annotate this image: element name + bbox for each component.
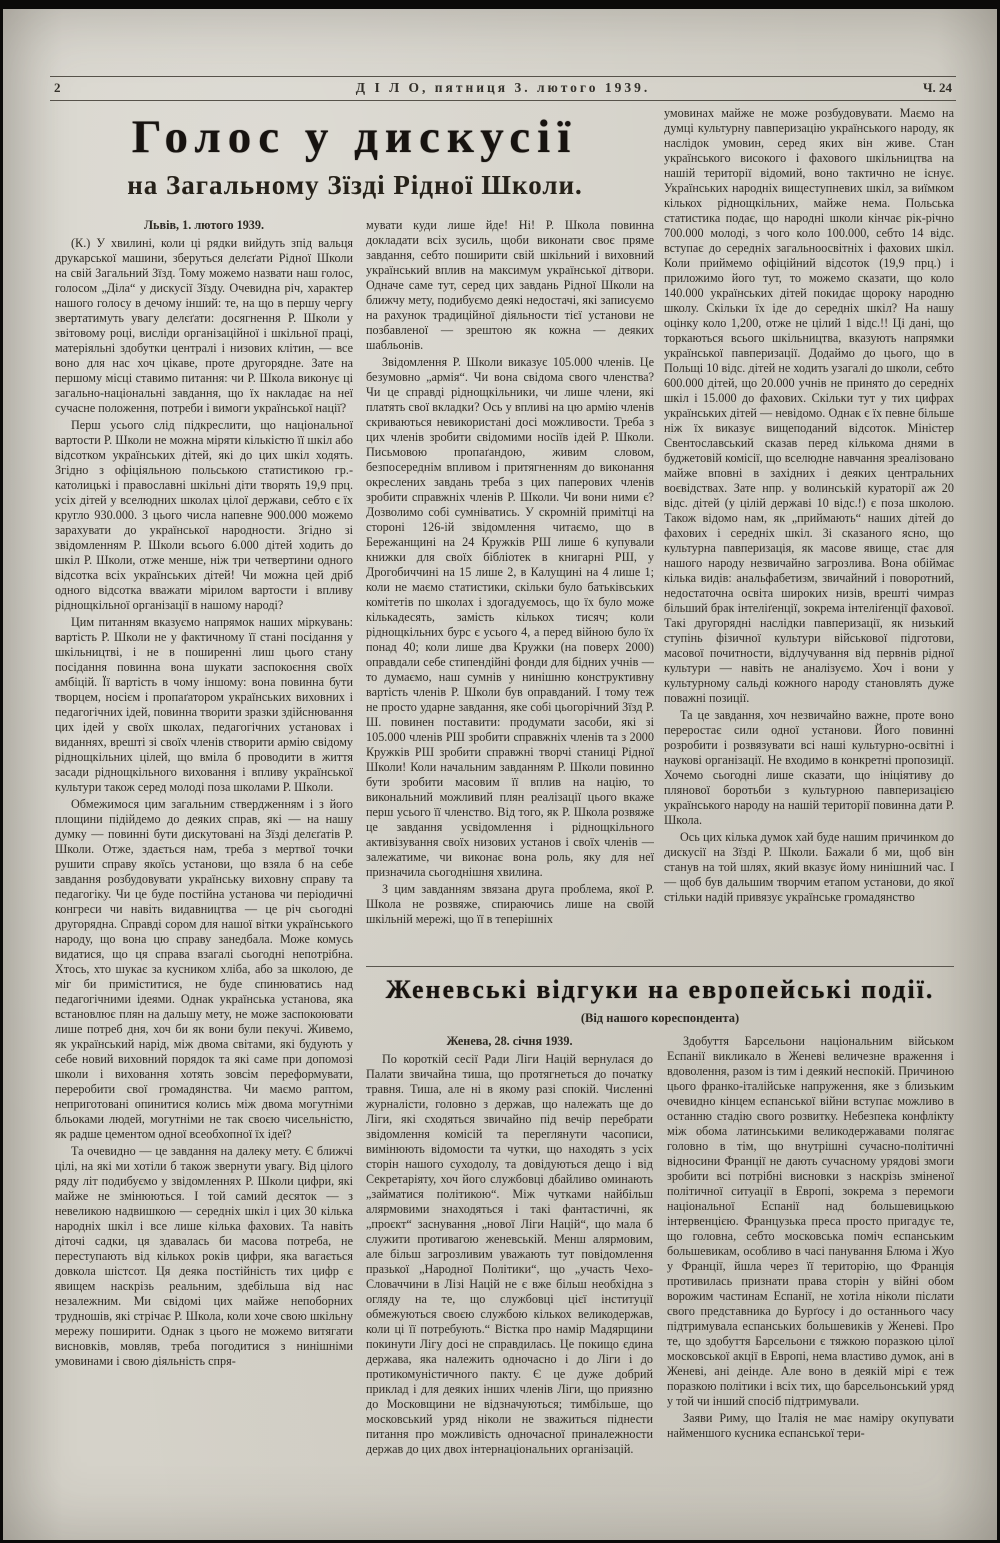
article1-paragraph: Та очевидно — це завдання на далеку мету. Є ближчі цілі, на які ми хотіли б також звернути увагу. Від цілого ряду літ подибуємо у звідомленнях Р. Школи цифри, які майже не змінюються. І той самий десяток — з невеликою надвишкою — середніх шкіл і цих 30 кілька народніх шкіл і все лише кілька фахових. Та навіть діточі садки, ця здавалась би масова потреба, не переступають від кількох років цифри, яка вагається довкола шістсот. Ця деяка постійність тих цифр є явищем наскрізь реальним, здебільша від нас незалежним. Ми свідомі цих майже непоборних трудношів, які стрічає Р. Школа, коли хоче свою шкільну мережу поширити. Однак з цього не можемо витягати висновків, мовляв, треба погодитися з нинішніми умовинами і свою діяльність спря-	[55, 1144, 353, 1368]
article1-paragraph: Обмежимося цим загальним ствердженням і з його площини підійдемо до деяких справ, які — на нашу думку — повинні бути дискутовані на Зїзді делєґатів Р. Школи. Отже, здається нам, треба з мертвої точки рушити справу якоїсь установи, що взяла б на себе завдання розбудовувати українську виховну справу та педагогіку. Чи це буде постійна установа чи періодичні конгреси чи навіть видавництва — це річ сьогодні другорядна. Справді сором для нашої вітки українського народу, що вона цю справу занедбала. Може комусь видатися, що ця справа взагалі сьогодні непотрібна. Хтось, хто шукає за кусником хліба, або за школою, де міг би приміститися, не буде спинюватись над педагогічними ідеями. Однак українська установа, яка встановлює плян на дальшу мету, не може заспокоювати лише потреб дня, хоч би як вони були пекучі. Живемо, як український нарід, між двома світами, які будують у себе новий виховний порядок та які саме при допомозі школи і виховання хотять зовсім переформувати, переробити свої громадянства. Чи маємо раптом, неприготовані опинитися колись між двома могутніми бльоками людей, могутніми не так своєю чисельністю, як радше цементом одної всеобхопної їх ідеї?	[55, 797, 353, 1141]
article2-column-left	[366, 1034, 653, 1486]
page-header	[50, 76, 956, 101]
article1-column-2	[366, 218, 654, 962]
article1-column-3	[664, 106, 954, 962]
article2-paragraph: Здобуття Барсельони національним військом Еспанії викликало в Женеві величезне враження і вдоволення, разом із тим і деякий неспокій. Причиною цього франко-італійське напруження, яке з близьким очевидно кінцем еспанської війни вступає можливо в останню стадію свого розвитку. Небезпека конфлікту між обома латинськими великодержавами полягає головно в тім, що внутрішні сучасно-політичні відносини Франції не дають сучасному урядові змоги зробити всі потрібні висновки з наскрізь зміненої політичної ситуації в Европі, зокрема з перемоги національної Еспанії над большевицькою інтервенцією. Французька преса просто пригадує те, що головна, себто московська поміч еспанським большевикам, особливо в часі панування Блюма і Жуо у Франції, йшла через її територію, що Франція противилась признати права сторін у війні обом ворожим частинам Еспанії, не хотіла ніколи післати свого представника до Бурґосу і до останнього часу підтримувала еспанських большевиків у Женеві. Про те, що здобуття Барсельони є тяжкою поразкою цілої московської акції в Европі, нема властиво думок, ані в Женеві, ані деінде. Але воно в деякій мірі є теж поразкою політики і всіх тих, що барсельонський уряд у той чи інший спосіб підтримували.	[667, 1034, 954, 1408]
article1-column-1	[55, 218, 353, 1514]
article2-columns	[366, 1034, 954, 1486]
article2	[366, 966, 954, 1520]
article2-headline: Женевські відгуки на европейські події.	[385, 975, 935, 1004]
article2-byline: (Від нашого кореспондента)	[580, 1011, 740, 1025]
masthead: Д І Л О, пятниця 3. лютого 1939.	[355, 80, 651, 95]
article1-subheadline: на Загальному Зїзді Рідної Школи.	[127, 170, 583, 200]
article1-paragraph: Та це завдання, хоч незвичайно важне, проте воно переростає сили одної установи. Його повинні розробити і розвязувати всі наші культурно-освітні і наукові організації. Не входимо в конкретні пропозиції. Хочемо сьогодні лише сказати, що ініціятиву до плянової боротьби з культурною павперизацією українського народу на нашій території повинна дати Р. Школа.	[664, 708, 954, 827]
issue-number: Ч. 24	[922, 80, 952, 95]
article1-dateline: Львів, 1. лютого 1939.	[143, 218, 265, 232]
article2-column-right	[667, 1034, 954, 1486]
article2-dateline: Женева, 28. січня 1939.	[446, 1034, 573, 1048]
article1-paragraph: Цим питанням вказуємо напрямок наших міркувань: вартість Р. Школи не у фактичному її стані посідання у шкільництві, і не в поширенні лиш цього стану посідання повинна вона шукати заспокоєння своїх амбіцій. Її вартість в чому іншому: вона повинна бути творцем, носієм і пропаґатором українських виховних і педагогічних ідей, повинна творити зразки здійснювання цих ідей у своїх школах, педагогічних установах і виданнях, врешті зі своїх членів створити армію свідому ріднощкільних цілей, що вміла б проводити в життя засади ріднощкільного виховання і впливу української культури також серед молоді поза школами Р. Школи.	[55, 615, 353, 794]
article1-paragraph: Звідомлення Р. Школи виказує 105.000 членів. Це безумовно „армія“. Чи вона свідома свого членства? Чи це справді ріднощкільники, чи лише члени, які платять свої вкладки? Ось у впливі на цю армію членів скриваються невикористані досі можливости. Треба з цих членів зробити свідомими носіїв ідей Р. Школи. Письмовою пропаґандою, живим словом, безпосереднім впливом і притягненням до виконання окреслених завдань треба з цих паперових членів зробити справжніх членів Р. Школи. Чи вони ними є? Дозволимо собі сумніватись. У скромній примітці на стороні 126-ій звідомлення читаємо, що в Бережанщині на 24 Кружків РШ лише 6 купували книжки для своїх бібліотек в книгарні РШ, у Дрогобиччині на 15 лише 2, в Калущині на 4 лише 1; коли не маємо статистики, скільки було батьківських комітетів по школах і здогадуємось, що їх було може кількадесять, замість кількох тисяч; коли ріднощкільних бурс є усього 4, а перед війною було їх понад 40; коли лише два Кружки (на поверх 2000) оправдали себе стипендійні фонди для бідних учнів — то думаємо, наш сумнів у нинішню конструктивну вартість членів Р. Школи був оправданий. І тому теж не просто ударне завдання, яке собі цьогорічний Зїзд Р. Ш. повинен поставити: продумати засоби, які зі 105.000 членів РШ зробити справжніх членів та з 2000 Кружків РШ зробити справжні творчі станиці Рідної Школи! Коли начальним завданням Р. Школи повинно бути зробити масовим її вплив на націю, то викональний можливий плян реалізації цього вкаже перш усього її членство. Від того, як Р. Школа розвяже це завдання усвідомлення і ріднощкільного активізування своїх низових установ і своїх членів — залежатиме, чи виконає вона роль, яку для неї призначила сьогоднішня хвилина.	[366, 355, 654, 879]
article1-paragraph: Ось цих кілька думок хай буде нашим причинком до дискусії на Зїзді Р. Школи. Бажали б ми, щоб він станув на той шлях, який вказує йому нинішний час. І — щоб був дальшим творчим етапом установи, до якої стільки надій привязує українське громадянство	[664, 830, 954, 904]
article1-paragraph: мувати куди лише йде! Ні! Р. Школа повинна докладати всіх зусиль, щоби виконати своє пряме завдання, себто поширити свій шкільний і виховний український вплив на максимум української дітвори. Одначе саме тут, серед цих завдань Рідної Школи на ближчу мету, подибуємо деякі недостачі, які записуємо на рахунок традиційної діяльности тієї установи не позбавленої — зрештою як кожна — деяких шабльонів.	[366, 218, 654, 352]
article1-headline: Голос у дискусії	[131, 111, 578, 163]
article1-paragraph: умовинах майже не може розбудовувати. Маємо на думці культурну павперизацію українського народу, як наслідок умовин, серед яких він живе. Стан українського високого і фахового шкільництва на нашій території відомий, воно тактично не існує. Українських народніх вищеступневих шкіл, за виїмком кількох ріднощкільних, майже нема. Польська статистика подає, що народні школи кінчає рік-річно 700.000 молоді, з чого коло 100.000, себто 14 відс. вступає до середніх загальноосвітніх і фахових шкіл. Коли приймемо офіційний відсоток (19,9 прц.) і приложимо його тут, то можемо сказати, що коло 140.000 українських дітей покидає щороку народню школу. Скільки їх іде до середніх шкіл? На нашу оцінку коло 1,200, отже не цілий 1 відс.!! Ці дані, що торкаються всього шкільництва, вказують напрямки української павперизації. Додаймо до цього, що в Польщі 10 відс. дітей не ходить узагалі до школи, себто 600.000 дітей, що 20.000 учнів не принято до середніх шкіл і 15.000 до фахових. Скільки тут у тих цифрах українських дітей — невідомо. Однак є їх певне більше ніж їх виказує вищеподаний відсоток. Міністер Свентославський сказав перед кількома днями в буджетовій комісії, що вселюдне навчання зреалізовано майже вповні в західних і деяких центральних воєвідствах. Зате нпр. у волинській кураторії аж 20 відс. дітей (у цілій державі 10 відс.!) є поза школою. Також відомо нам, як „приймають“ наших дітей до фахових і середніх шкіл. Зі сказаного ясно, що культурна павперизація, як масове явище, стає для нашого народу незвичайно загрозлива. Вона обіймає кілька видів: анальфабетизм, звичайний і поворотний, недостаточна освіта широких низів, врешті чимраз більший брак інтеліґенції, зокрема інтеліґенції фахової. Такі другорядні наслідки павперизації, як низький ступінь фізичної культури військової підготови, масової почитности, відлучування від первнів рідної культури — навіть не аналізуємо. Хоч і вони у культурному сальді кожного народу становлять дуже поважні позиції.	[664, 106, 954, 705]
article1-paragraph: З цим завданням звязана друга проблема, якої Р. Школа не розвяже, спираючись лише на своїй шкільній мережі, що її в теперішніх	[366, 882, 654, 926]
page-number: 2	[54, 80, 61, 95]
article2-paragraph: По короткій сесії Ради Ліги Націй вернулася до Палати звичайна тиша, що протягнеться до початку травня. Тиша, але ні в якому разі спокій. Численні журналісти, головно з держав, що належать ще до Ліги, які сходяться звичайно під вечір перебрати звідомлення комісій та переглянути часописи, вимінюють відомости та чутки, що находять з усіх сторін нашого суходолу, та довідуються дещо і від Секретаріяту, хоч його службовці дбайливо оминають „займатися політикою“. Між чутками найбільш алярмовими знаходяться і такі фантастичні, як „проєкт“ заснування „нової Ліги Націй“, що мала б служити противагою женевській. Менш алярмовим, але більш загрозливим уважають тут повідомлення празької „Народної Політики“, що „участь Чехо-Словаччини в Лізі Націй не є вже більш необхідна з огляду на те, що службовці цієї інституції обмежуються своєю службою кількох великодержав, коли ці її потребують.“ Вістка про намір Мадярщини покинути Лігу досі не справдилась. Це покищо єдина держава, яка належить одночасно і до Ліги і до протикомуністичного пакту. Є це дуже добрий приклад і для деяких інших членів Ліги, що приязню до Московщини не відзначуються; тимбільше, що московський уряд ніколи не зважиться піднести питання про можливість одночасної приналежности держав до цих двох інтернаціональних організацій.	[366, 1052, 653, 1456]
article2-paragraph: Заяви Риму, що Італія не має наміру окупувати найменшого кусника еспанської тери-	[667, 1411, 954, 1440]
article1-paragraph: (К.) У хвилині, коли ці рядки вийдуть зпід вальця друкарської машини, зберуться делєґати Рідної Школи на свій Загальний Зїзд. Тому можемо назвати наш голос, голосом „Діла“ у дискусії Зїзду. Очевидна річ, характер нашого голосу в дечому інший: те, на що в першу чергу звертатимуть увагу делєґати: досягнення Р. Школи у звітовому році, висліди організаційної і шкільної праці, матеріяльні здобутки централі і низових клітин, — все воно для нас хоч цікаве, проте другорядне. Зате на першому місці ставимо питання: чи Р. Школа виконує ці загально-національні завдання, що їх накладає на неї сучасне положення, потреби і вимоги української нації?	[55, 236, 353, 415]
article1-paragraph: Перш усього слід підкреслити, що національної вартости Р. Школи не можна міряти кількістю її шкіл або відсотком українських дітей, які до цих шкіл ходять. Згідно з офіціяльною польською статистикою гр.-католицькі і православні шкільні діти творять 19,9 прц. усіх дітей у вселюдних школах цілої держави, себто є їх кругло 930.000. З цього числа напевне 900.000 можемо зарахувати до української народности. Згідно зі звідомленням Р. Школи всього 6.000 дітей ходить до шкіл Р. Школи, отже менше, ніж три четвертини одного відсотка всіх українських дітей! Чи можна цей дріб одного відсотка вважати мірилом вартости і впливу ріднощкільної організації в нашому народі?	[55, 418, 353, 612]
